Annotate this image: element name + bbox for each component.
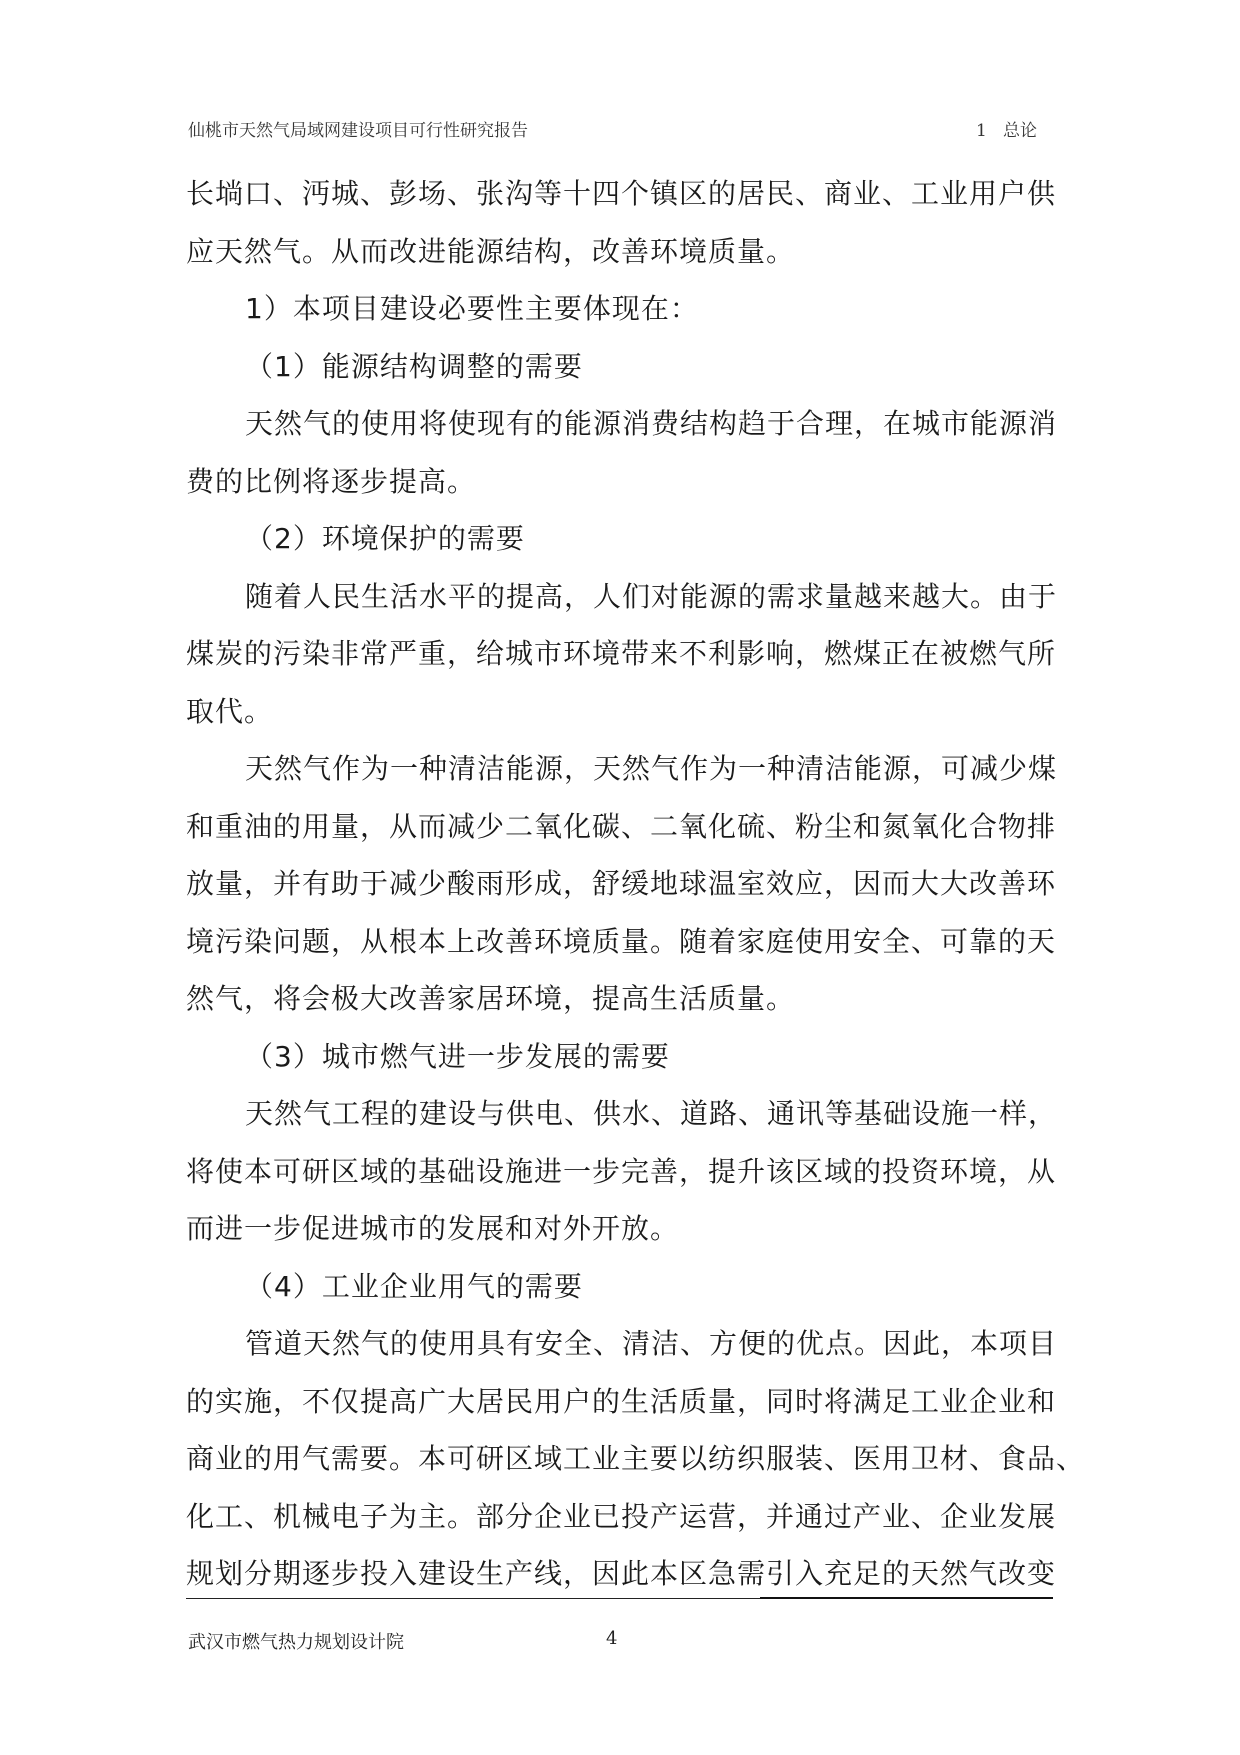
body-line: 天然气作为一种清洁能源，天然气作为一种清洁能源，可减少煤 [245, 752, 1058, 785]
footer-divider-accent [760, 1597, 1053, 1599]
body-line: 取代。 [186, 694, 274, 728]
body-line: 商业的用气需要。本可研区域工业主要以纺织服装、医用卫材、食品、 [186, 1442, 1086, 1475]
subsection-heading: （3）城市燃气进一步发展的需要 [245, 1039, 670, 1073]
body-line: 天然气的使用将使现有的能源消费结构趋于合理，在城市能源消 [245, 407, 1058, 440]
body-line: 规划分期逐步投入建设生产线，因此本区急需引入充足的天然气改变 [186, 1557, 1057, 1590]
page-header [188, 116, 1048, 146]
body-line: 而进一步促进城市的发展和对外开放。 [186, 1212, 680, 1245]
body-line: 化工、机械电子为主。部分企业已投产运营，并通过产业、企业发展 [186, 1499, 1057, 1533]
subsection-heading: （2）环境保护的需要 [245, 522, 525, 555]
body-line: 应天然气。从而改进能源结构，改善环境质量。 [186, 234, 796, 268]
subsection-heading: （1）能源结构调整的需要 [245, 349, 583, 383]
page-footer [188, 1628, 1048, 1658]
body-line: 费的比例将逐步提高。 [186, 464, 477, 498]
body-line: 天然气工程的建设与供电、供水、道路、通讯等基础设施一样， [245, 1097, 1058, 1130]
list-intro: 1）本项目建设必要性主要体现在： [245, 292, 699, 325]
subsection-heading: （4）工业企业用气的需要 [245, 1269, 583, 1303]
body-line: 和重油的用量，从而减少二氧化碳、二氧化硫、粉尘和氮氧化合物排 [186, 809, 1057, 843]
document-title: 仙桃市天然气局域网建设项目可行性研究报告 [188, 121, 528, 141]
body-line: 长埫口、沔城、彭场、张沟等十四个镇区的居民、商业、工业用户供 [186, 177, 1057, 210]
body-line: 管道天然气的使用具有安全、清洁、方便的优点。因此，本项目 [245, 1327, 1058, 1360]
body-line: 煤炭的污染非常严重，给城市环境带来不利影响，燃煤正在被燃气所 [186, 637, 1057, 670]
organization-name: 武汉市燃气热力规划设计院 [188, 1632, 404, 1653]
page-number: 4 [606, 1628, 618, 1649]
body-line: 随着人民生活水平的提高，人们对能源的需求量越来越大。由于 [245, 579, 1058, 613]
document-body [186, 165, 1086, 1603]
body-line: 将使本可研区域的基础设施进一步完善，提升该区域的投资环境，从 [186, 1154, 1057, 1188]
body-line: 然气，将会极大改善家居环境，提高生活质量。 [186, 982, 796, 1015]
body-line: 境污染问题，从根本上改善环境质量。随着家庭使用安全、可靠的天 [186, 924, 1057, 958]
section-label: 1 总论 [976, 121, 1038, 141]
body-line: 的实施，不仅提高广大居民用户的生活质量，同时将满足工业企业和 [186, 1384, 1057, 1418]
body-line: 放量，并有助于减少酸雨形成，舒缓地球温室效应，因而大大改善环 [186, 867, 1057, 900]
